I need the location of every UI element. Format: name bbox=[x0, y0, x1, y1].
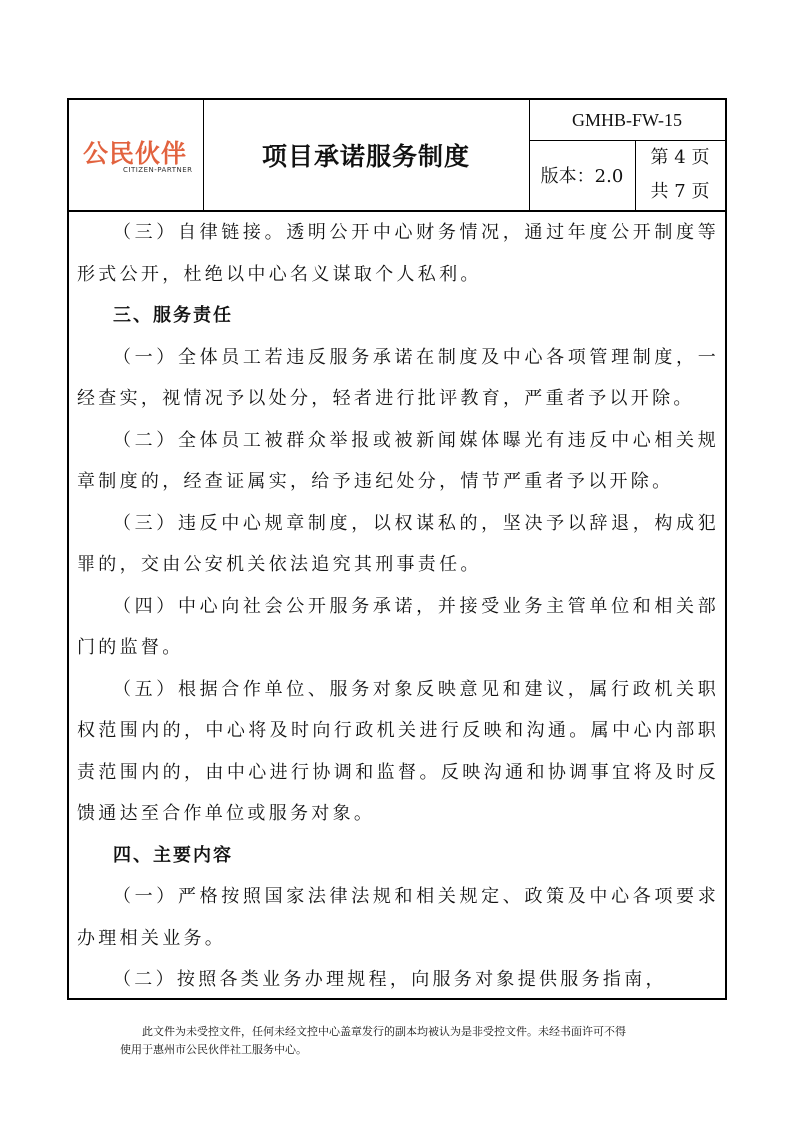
paragraph: （一）全体员工若违反服务承诺在制度及中心各项管理制度，一经查实，视情况予以处分，轻者进行批评教育，严重者予以开除。 bbox=[77, 346, 719, 409]
paragraph: （三）自律链接。透明公开中心财务情况，通过年度公开制度等形式公开，杜绝以中心名义谋取个人私利。 bbox=[77, 222, 719, 285]
title-cell bbox=[203, 100, 530, 210]
footer-notice-line2: 使用于惠州市公民伙伴社工服务中心。 bbox=[120, 1043, 307, 1056]
document-version: 版本：2.0 bbox=[529, 140, 636, 210]
section-heading: 三、服务责任 bbox=[113, 305, 233, 326]
logo-cell bbox=[69, 100, 204, 210]
company-logo: 公民伙伴 bbox=[83, 139, 188, 168]
paragraph: （二）按照各类业务办理规程，向服务对象提供服务指南， bbox=[113, 969, 667, 990]
document-title: 项目承诺服务制度 bbox=[261, 142, 470, 171]
document-frame bbox=[67, 98, 727, 1000]
paragraph: （四）中心向社会公开服务承诺，并接受业务主管单位和相关部门的监督。 bbox=[77, 595, 719, 658]
page-total: 共 7 页 bbox=[650, 181, 710, 202]
document-header bbox=[69, 100, 725, 212]
document-body bbox=[77, 212, 719, 1001]
footer-notice-line1: 此文件为未受控文件，任何未经文控中心盖章发行的副本均被认为是非受控文件。未经书面许可不得 bbox=[142, 1025, 626, 1038]
page-current: 第 4 页 bbox=[650, 147, 710, 168]
paragraph: （一）严格按照国家法律法规和相关规定、政策及中心各项要求办理相关业务。 bbox=[77, 886, 719, 949]
company-logo-subtitle: CITIZEN-PARTNER bbox=[123, 166, 193, 174]
paragraph: （五）根据合作单位、服务对象反映意见和建议，属行政机关职权范围内的，中心将及时向行政机关进行反映和沟通。属中心内部职责范围内的，由中心进行协调和监督。反映沟通和协调事宜将及时反馈通达至合作单位或服务对象。 bbox=[77, 678, 719, 824]
document-footer bbox=[120, 1023, 680, 1059]
document-code: GMHB-FW-15 bbox=[529, 100, 725, 141]
section-heading: 四、主要内容 bbox=[113, 844, 233, 866]
page-number-cell bbox=[635, 140, 725, 210]
paragraph: （三）违反中心规章制度，以权谋私的，坚决予以辞退，构成犯罪的，交由公安机关依法追究其刑事责任。 bbox=[77, 512, 719, 575]
paragraph: （二）全体员工被群众举报或被新闻媒体曝光有违反中心相关规章制度的，经查证属实，给予违纪处分，情节严重者予以开除。 bbox=[77, 429, 719, 492]
